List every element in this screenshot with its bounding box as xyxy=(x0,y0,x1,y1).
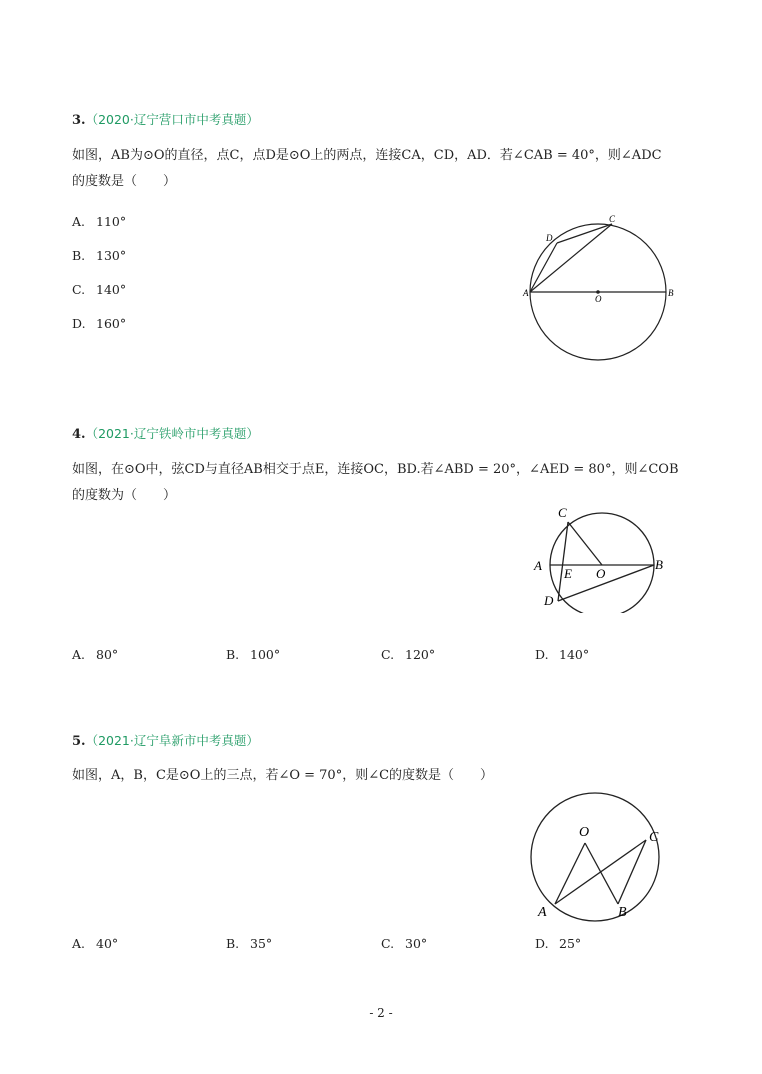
question-number: 3. xyxy=(72,113,86,128)
label-a: A xyxy=(534,558,542,573)
option-a: A. 40° xyxy=(72,936,119,951)
chord-cd xyxy=(558,522,568,601)
question-stem: 如图，A，B，C是⊙O上的三点，若∠O = 70°，则∠C的度数是（ ） xyxy=(72,768,494,783)
radius-oa xyxy=(555,843,585,904)
option-d: D. 140° xyxy=(535,647,590,662)
figure-q3 xyxy=(515,210,685,365)
label-o: O xyxy=(596,566,606,581)
label-b: B xyxy=(668,288,674,298)
label-e: E xyxy=(564,566,572,581)
question-3-header xyxy=(72,110,259,128)
option-b: B. 100° xyxy=(226,647,281,662)
label-b: B xyxy=(618,905,627,920)
label-c: C xyxy=(609,214,616,224)
label-d: D xyxy=(544,593,554,608)
option-c: C. 120° xyxy=(381,647,436,662)
question-number: 4. xyxy=(72,427,86,442)
question-5-header xyxy=(72,731,259,749)
label-b: B xyxy=(655,557,663,572)
option-d: D. 25° xyxy=(535,936,582,951)
figure-q5 xyxy=(525,790,675,925)
option-c: C. 140° xyxy=(72,282,127,297)
question-stem-cont: 的度数为（ ） xyxy=(72,488,177,503)
question-stem: 如图，在⊙O中，弦CD与直径AB相交于点E，连接OC，BD.若∠ABD = 20°，∠AED = 80°，则∠COB xyxy=(72,462,679,477)
chord-ac xyxy=(530,224,612,292)
option-d: D. 160° xyxy=(72,316,127,331)
question-source: （2020·辽宁营口市中考真题） xyxy=(85,112,259,127)
label-a: A xyxy=(523,288,529,298)
question-source: （2021·辽宁阜新市中考真题） xyxy=(85,733,259,748)
label-c: C xyxy=(649,830,659,845)
question-stem-cont: 的度数是（ ） xyxy=(72,174,177,189)
label-o: O xyxy=(579,825,590,840)
option-b: B. 35° xyxy=(226,936,273,951)
question-source: （2021·辽宁铁岭市中考真题） xyxy=(85,426,259,441)
option-a: A. 110° xyxy=(72,214,127,229)
question-number: 5. xyxy=(72,734,86,749)
page-number: - 2 - xyxy=(369,1006,393,1020)
question-3-text xyxy=(72,143,712,195)
circle-o xyxy=(531,793,659,921)
option-b: B. 130° xyxy=(72,248,127,263)
figure-q4 xyxy=(528,498,673,613)
label-o: O xyxy=(595,294,602,304)
label-a: A xyxy=(538,905,547,920)
option-a: A. 80° xyxy=(72,647,119,662)
chord-dc xyxy=(557,224,612,243)
radius-ob xyxy=(585,843,618,904)
question-4-header xyxy=(72,424,259,442)
option-c: C. 30° xyxy=(381,936,428,951)
label-c: C xyxy=(558,505,567,520)
segment-bd xyxy=(558,565,654,601)
question-5-text xyxy=(72,763,712,789)
segment-oc xyxy=(568,522,602,565)
label-d: D xyxy=(546,233,553,243)
question-stem: 如图，AB为⊙O的直径，点C，点D是⊙O上的两点，连接CA，CD，AD．若∠CAB = 40°，则∠ADC xyxy=(72,148,662,163)
